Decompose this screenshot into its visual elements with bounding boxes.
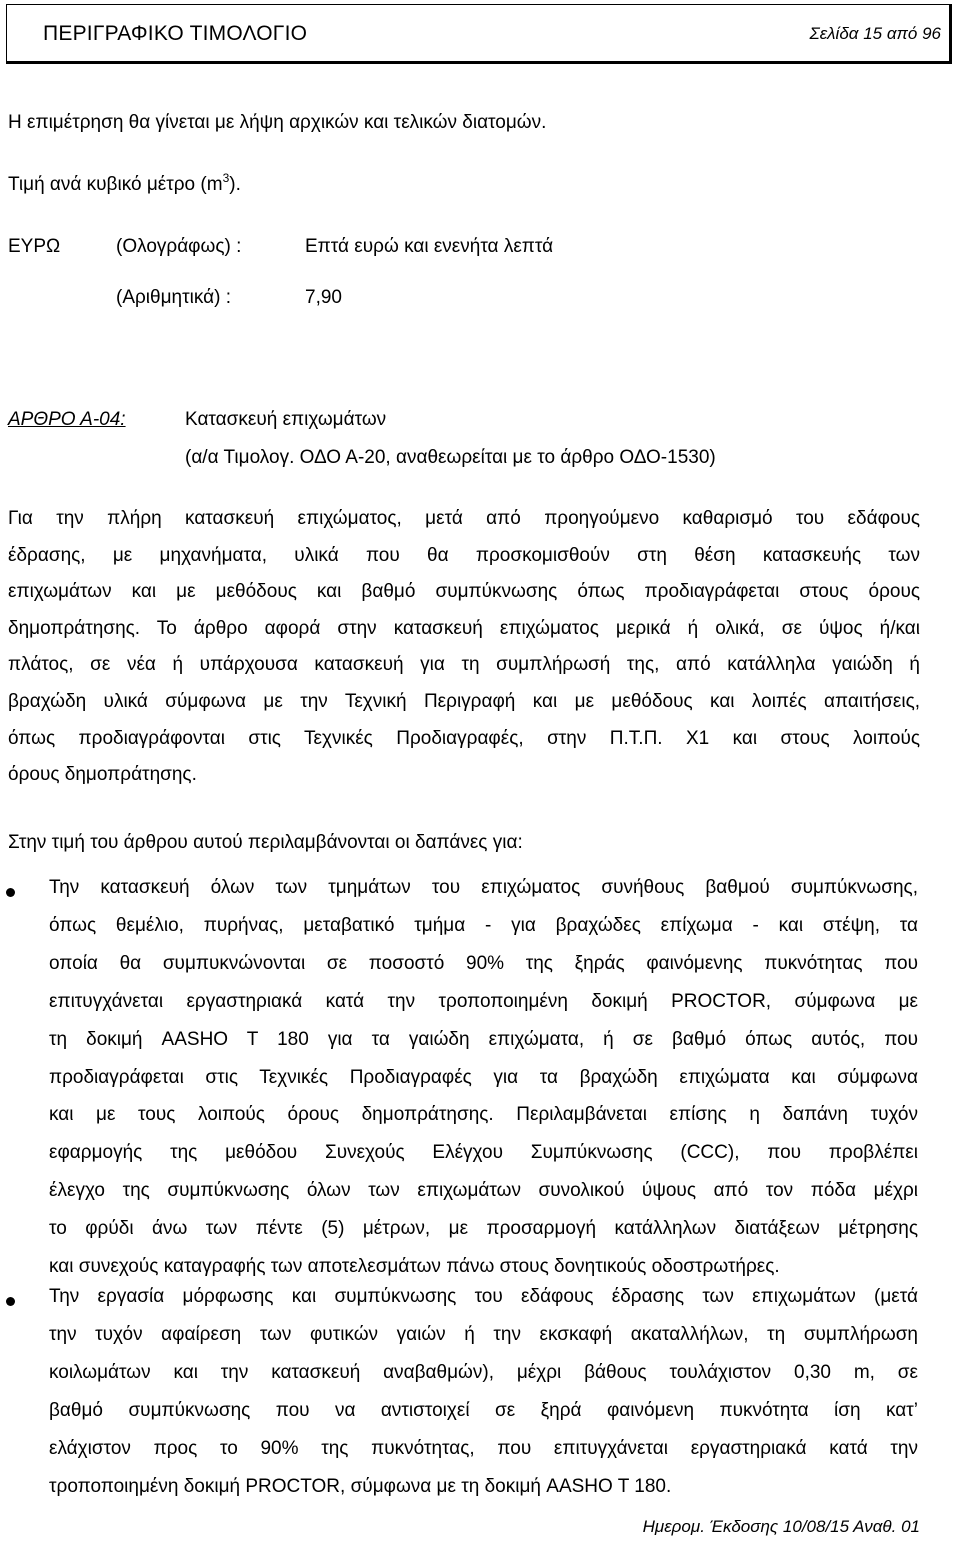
bullet-item-line: έλεγχο της συμπύκνωσης όλων των επιχωμάτων συνολικού ύψους από τον πόδα μέχρι [49, 1180, 918, 1202]
description-line: πλάτος, σε νέα ή υπάρχουσα κατασκευή για τη συμπλήρωσή της, από κατάλληλα γαιώδη ή [8, 654, 920, 676]
price-numeric-value: 7,90 [305, 287, 342, 308]
bullet-item-line: ελάχιστον προς το 90% της πυκνότητας, που επιτυγχάνεται εργαστηριακά κατά την [49, 1437, 918, 1459]
bullet-item-line: επιτυγχάνεται εργαστηριακά κατά την τροποποιημένη δοκιμή PROCTOR, σύμφωνα με [49, 990, 918, 1012]
description-line: βραχώδη υλικά σύμφωνα με την Τεχνική Περιγραφή και με μεθόδους και λοιπές απαιτήσεις, [8, 691, 920, 712]
price-words-value: Επτά ευρώ και ενενήτα λεπτά [305, 236, 554, 257]
unit-superscript: 3 [222, 171, 230, 185]
page-header [6, 4, 952, 64]
bullet-item-line: το φρύδι άνω των πέντε (5) μέτρων, με προσαρμογή κατάλληλων διατάξεων μέτρησης [49, 1218, 918, 1240]
bullet-item-line: βαθμό συμπύκνωσης που να αντιστοιχεί σε ξηρά φαινόμενη πυκνότητα ίση κατ’ [49, 1399, 918, 1421]
bullet-item-line: και με τους λοιπούς όρους δημοπράτησης. Περιλαμβάνεται επίσης η δαπάνη τυχόν [49, 1104, 918, 1126]
unit-price-text [8, 171, 241, 196]
article-title: Κατασκευή επιχωμάτων [185, 409, 387, 430]
description-line: επιχωμάτων και με μεθόδους και βαθμό συμπύκνωσης όπως προδιαγράφεται στους όρους [8, 581, 920, 603]
bullet-item-line: οποία θα συμπυκνώνονται σε ποσοστό 90% της ξηράς φαινόμενης πυκνότητας που [49, 952, 918, 974]
bullet-icon [6, 1297, 15, 1306]
price-numeric-label: (Αριθμητικά) : [116, 287, 231, 308]
price-words-label: (Ολογράφως) : [116, 236, 242, 257]
measurement-text: Η επιμέτρηση θα γίνεται με λήψη αρχικών και τελικών διατομών. [8, 112, 547, 133]
bullet-item-line: Την εργασία μόρφωσης και συμπύκνωσης του εδάφους έδρασης των επιχωμάτων (μετά [49, 1286, 918, 1307]
description-line: Για την πλήρη κατασκευή επιχώματος, μετά από προηγούμενο καθαρισμό του εδάφους [8, 508, 920, 529]
bullet-item-line: Την κατασκευή όλων των τμημάτων του επιχώματος συνήθους βαθμού συμπύκνωσης, [49, 877, 918, 898]
unit-prefix: Τιμή ανά κυβικό μέτρο (m [8, 174, 223, 195]
bullet-item-line: και συνεχούς καταγραφής των αποτελεσμάτων πάνω στους δονητικούς οδοστρωτήρες. [49, 1256, 780, 1277]
bullet-item-line: την τυχόν αφαίρεση των φυτικών γαιών ή την εκσκαφή ακαταλλήλων, τη συμπλήρωση [49, 1323, 918, 1345]
bullet-item-line: εφαρμογής της μεθόδου Συνεχούς Ελέγχου Συμπύκνωσης (CCC), που προβλέπει [49, 1142, 918, 1164]
bullet-item-line: τη δοκιμή AASHO T 180 για τα γαιώδη επιχώματα, ή σε βαθμό όπως αυτός, που [49, 1028, 918, 1050]
description-line: έδρασης, με μηχανήματα, υλικά που θα προσκομισθούν στη θέση κατασκευής των [8, 544, 920, 566]
bullet-item-line: κοιλωμάτων και την κατασκευή αναβαθμών), μέχρι βάθους τουλάχιστον 0,30 m, σε [49, 1361, 918, 1383]
issue-date-footer: Ημερομ. Έκδοσης 10/08/15 Αναθ. 01 [642, 1517, 920, 1536]
bullet-item-line: όπως θεμέλιο, πυρήνας, μεταβατικό τμήμα - για βραχώδες επίχωμα - και στέψη, τα [49, 914, 918, 936]
document-title: ΠΕΡΙΓΡΑΦΙΚΟ ΤΙΜΟΛΟΓΙΟ [43, 22, 308, 45]
description-line: δημοπράτησης. Το άρθρο αφορά στην κατασκευή επιχώματος μερικά ή ολικά, σε ύψος ή/και [8, 617, 920, 639]
bullet-icon [6, 888, 15, 897]
description-line: όρους δημοπράτησης. [8, 764, 197, 786]
description-line: όπως προδιαγράφονται στις Τεχνικές Προδιαγραφές, στην Π.Τ.Π. Χ1 και στους λοιπούς [8, 727, 920, 749]
costs-intro: Στην τιμή του άρθρου αυτού περιλαμβάνονται οι δαπάνες για: [8, 832, 523, 853]
unit-suffix: ). [229, 174, 241, 195]
article-reference: (α/α Τιμολογ. ΟΔΟ Α-20, αναθεωρείται με το άρθρο ΟΔΟ-1530) [185, 447, 716, 468]
bullet-item-line: προδιαγράφεται στις Τεχνικές Προδιαγραφές για τα βραχώδη επιχώματα και σύμφωνα [49, 1066, 918, 1088]
page-number: Σελίδα 15 από 96 [809, 24, 941, 43]
article-code: ΑΡΘΡΟ Α-04: [8, 409, 126, 430]
currency-label: ΕΥΡΩ [8, 236, 61, 257]
bullet-item-line: τροποποιημένη δοκιμή PROCTOR, σύμφωνα με τη δοκιμή AASHO T 180. [49, 1475, 672, 1497]
